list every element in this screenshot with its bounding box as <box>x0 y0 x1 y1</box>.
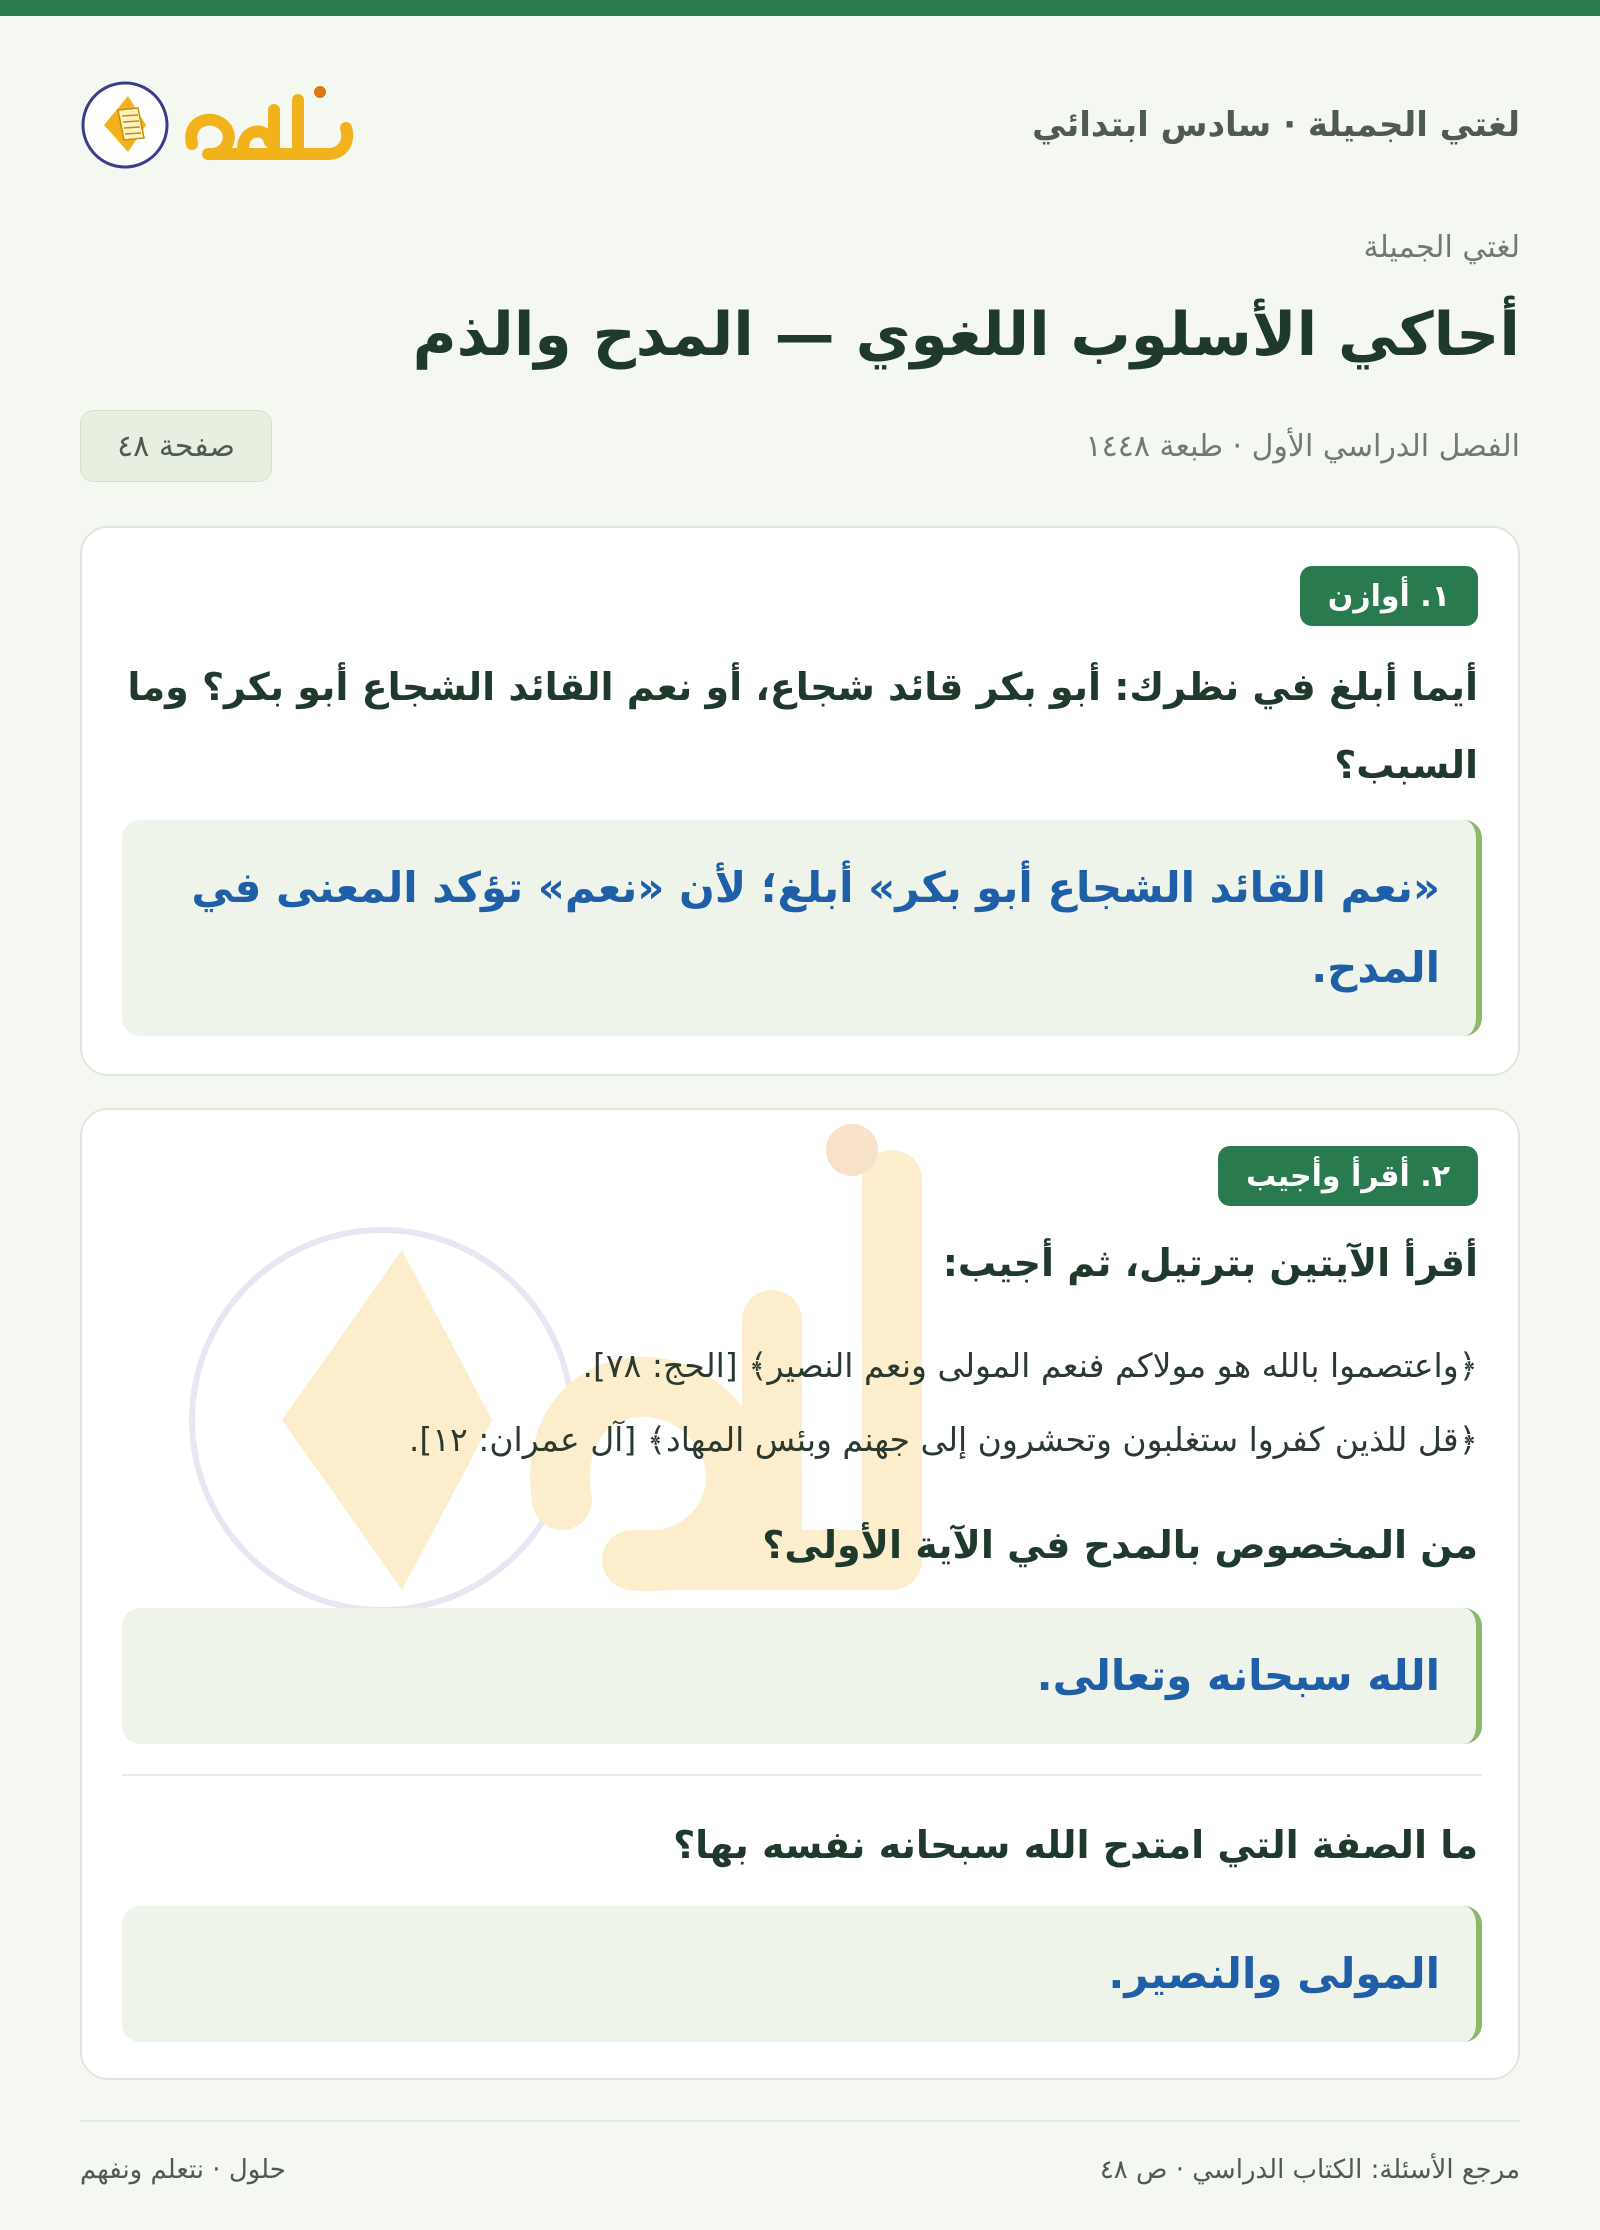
divider <box>122 1774 1482 1776</box>
meta-row <box>80 410 1520 482</box>
question-text: ما الصفة التي امتدح الله سبحانه نفسه بها؟ <box>673 1823 1478 1867</box>
answer-text: «نعم القائد الشجاع أبو بكر» أبلغ؛ لأن «نعم» تؤكد المعنى في المدح. <box>191 863 1440 992</box>
header-title: لغتي الجميلة · سادس ابتدائي <box>1032 105 1520 145</box>
footer-reference: مرجع الأسئلة: الكتاب الدراسي · ص ٤٨ <box>1099 2155 1520 2185</box>
top-accent-bar <box>0 0 1600 16</box>
site-logo[interactable] <box>80 70 358 180</box>
question-text: أيما أبلغ في نظرك: أبو بكر قائد شجاع، أو نعم القائد الشجاع أبو بكر؟ وما السبب؟ <box>127 665 1478 787</box>
logo-wordmark <box>178 70 358 180</box>
footer-brand[interactable]: حلول · نتعلم ونفهم <box>80 2155 286 2185</box>
answer-box <box>122 1608 1482 1744</box>
answer-text: الله سبحانه وتعالى. <box>1036 1651 1440 1700</box>
verse-line: ﴿واعتصموا بالله هو مولاكم فنعم المولى ونعم النصير﴾ [الحج: ٧٨]. <box>582 1346 1478 1385</box>
page-footer <box>80 2150 1520 2190</box>
question-text: من المخصوص بالمدح في الآية الأولى؟ <box>762 1523 1478 1567</box>
page-title: أحاكي الأسلوب اللغوي — المدح والذم <box>412 300 1520 370</box>
section-card-compare <box>80 526 1520 1076</box>
answer-box <box>122 1906 1482 2042</box>
answer-text: المولى والنصير. <box>1108 1949 1440 1998</box>
answer-box <box>122 820 1482 1036</box>
section-badge: ٢. أقرأ وأجيب <box>1218 1146 1478 1206</box>
book-diamond-icon <box>80 80 170 170</box>
page-number-badge: صفحة ٤٨ <box>80 410 272 482</box>
term-info: الفصل الدراسي الأول · طبعة ١٤٤٨ <box>1085 428 1520 464</box>
footer-divider <box>80 2120 1520 2122</box>
verse-line: ﴿قل للذين كفروا ستغلبون وتحشرون إلى جهنم وبئس المهاد﴾ [آل عمران: ١٢]. <box>408 1420 1478 1459</box>
section-badge: ١. أوازن <box>1300 566 1478 626</box>
logo-watermark-icon <box>132 1120 1032 1680</box>
section-card-read-answer <box>80 1108 1520 2080</box>
subject-kicker: لغتي الجميلة <box>1363 230 1520 265</box>
instruction-text: أقرأ الآيتين بترتيل، ثم أجيب: <box>942 1241 1478 1285</box>
page-header <box>80 70 1520 180</box>
